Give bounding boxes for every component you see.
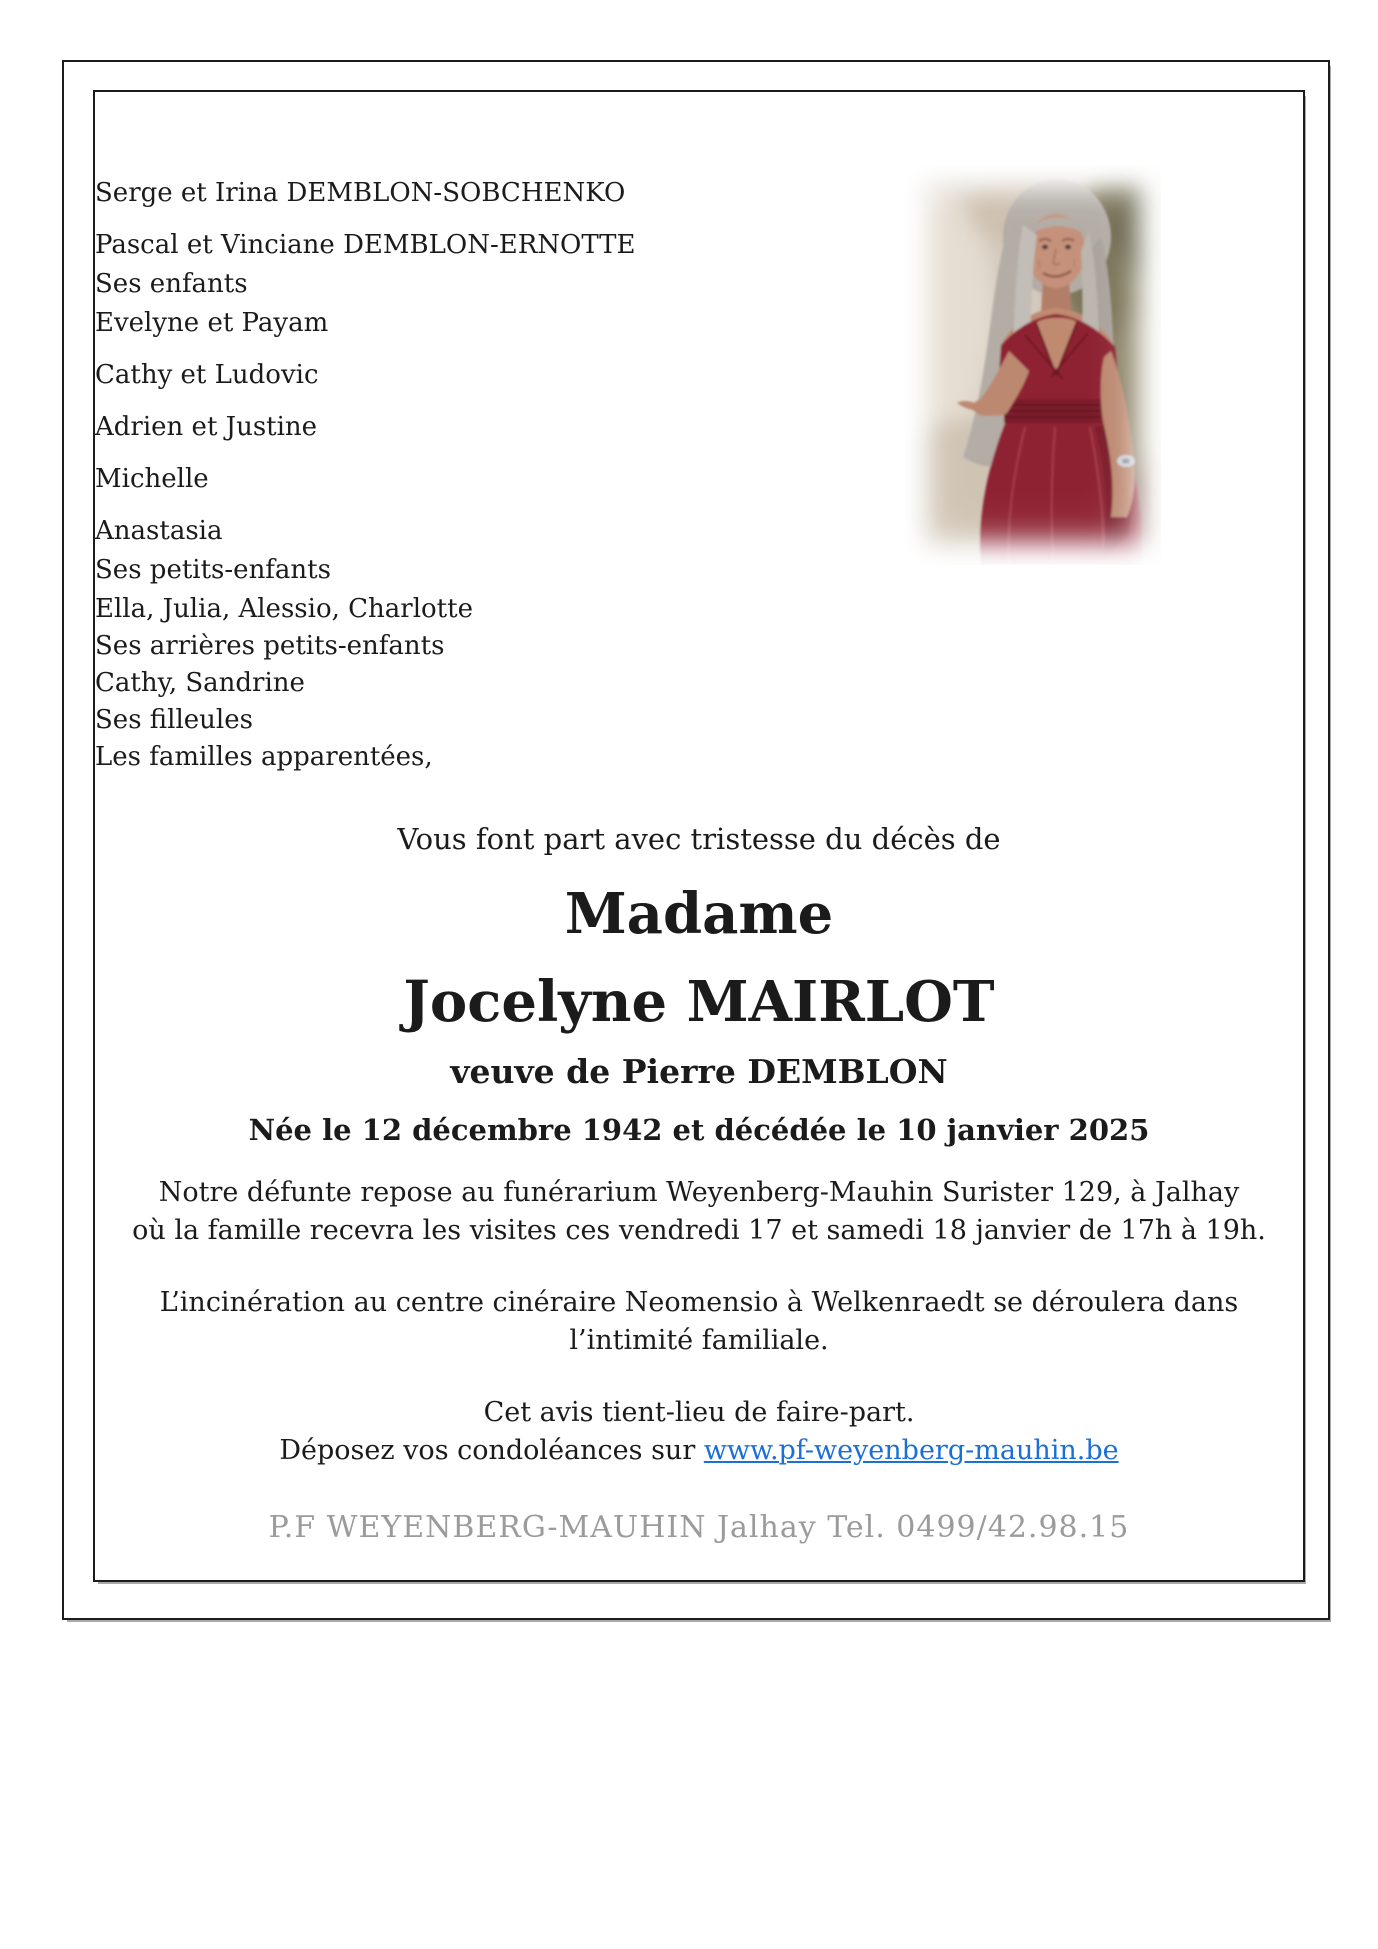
grandchild-name: Cathy et Ludovic	[95, 360, 319, 390]
announcement-content	[95, 92, 1303, 1580]
condolences-line	[95, 1432, 1303, 1470]
notice-line: Cet avis tient-lieu de faire-part.	[483, 1397, 915, 1428]
grandchild-name: Anastasia	[95, 516, 223, 546]
outer-border-frame	[62, 60, 1330, 1620]
children-label: Ses enfants	[95, 269, 248, 299]
grandchild-name: Evelyne et Payam	[95, 308, 329, 338]
related-families-line: Les familles apparentées,	[95, 742, 433, 772]
inner-border-frame	[93, 90, 1305, 1582]
great-grandchildren-names: Ella, Julia, Alessio, Charlotte	[95, 594, 473, 624]
grandchildren-label: Ses petits-enfants	[95, 555, 331, 585]
goddaughters-names: Cathy, Sandrine	[95, 668, 305, 698]
condolences-prefix: Déposez vos condoléances sur	[279, 1435, 704, 1466]
great-grandchildren-label: Ses arrières petits-enfants	[95, 631, 445, 661]
condolences-website-link[interactable]: www.pf-weyenberg-mauhin.be	[703, 1435, 1119, 1466]
cremation-line-1: L’incinération au centre cinéraire Neomensio à Welkenraedt se déroulera dans	[159, 1287, 1239, 1318]
cremation-line-2: l’intimité familiale.	[569, 1325, 829, 1356]
deceased-title: Madame	[564, 881, 834, 947]
intro-line: Vous font part avec tristesse du décès de	[397, 822, 1001, 856]
funeral-home-footer: P.F WEYENBERG-MAUHIN Jalhay Tel. 0499/42.98.15	[268, 1510, 1130, 1545]
repose-line-2: où la famille recevra les visites ces vendredi 17 et samedi 18 janvier de 17h à 19h.	[132, 1215, 1266, 1246]
child-name: Pascal et Vinciane DEMBLON-ERNOTTE	[95, 230, 636, 260]
deceased-name: Jocelyne MAIRLOT	[403, 969, 995, 1035]
goddaughters-label: Ses filleules	[95, 705, 253, 735]
grandchild-name: Michelle	[95, 464, 209, 494]
grandchild-name: Adrien et Justine	[95, 412, 318, 442]
widow-line: veuve de Pierre DEMBLON	[450, 1052, 948, 1091]
birth-death-dates: Née le 12 décembre 1942 et décédée le 10 janvier 2025	[248, 1113, 1150, 1147]
repose-line-1: Notre défunte repose au funérarium Weyenberg-Mauhin Surister 129, à Jalhay	[158, 1177, 1240, 1208]
child-name: Serge et Irina DEMBLON-SOBCHENKO	[95, 178, 626, 208]
